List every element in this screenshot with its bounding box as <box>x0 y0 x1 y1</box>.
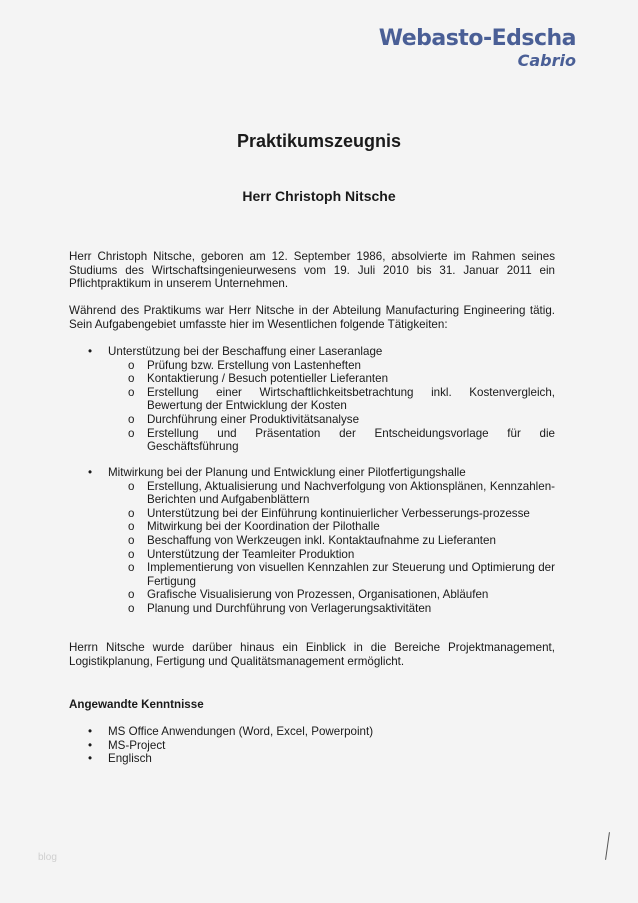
sub-bullet-icon: o <box>128 426 135 440</box>
sub-bullet-icon: o <box>128 588 135 602</box>
subtask-item: o Beschaffung von Werkzeugen inkl. Kontaktaufnahme zu Lieferanten <box>128 533 496 547</box>
bullet-icon: • <box>88 345 93 358</box>
subtask-item: o Unterstützung bei der Einführung kontinuierlicher Verbesserungs-prozesse <box>128 506 530 520</box>
sub-bullet-icon: o <box>128 547 135 561</box>
subtask-item: o Mitwirkung bei der Koordination der Pilothalle <box>128 520 380 534</box>
task-list-1 <box>69 345 555 454</box>
task-item: • Unterstützung bei der Beschaffung einer Laseranlage o Prüfung bzw. Erstellung von Lastenheften o Kontaktierung / Besuch potentieller Lieferanten o Erstellung einer Wirtschaftlichkeitsbetrachtung inkl. Kostenvergleich, Bewertung der Entwicklung der Kosten o Durchführung einer Produktivitätsanalyse o Erstellung und Präsentation der Entscheidungsvorlage für die Geschäftsführung <box>88 345 555 454</box>
subtask-item: o Erstellung und Präsentation der Entscheidungsvorlage für die Geschäftsführung <box>128 426 555 454</box>
skill-item: • Englisch <box>88 752 152 766</box>
skill-item: • MS Office Anwendungen (Word, Excel, Powerpoint) <box>88 725 374 738</box>
bullet-icon: • <box>88 725 93 738</box>
sub-bullet-icon: o <box>128 561 135 575</box>
sub-bullet-icon: o <box>128 358 135 372</box>
subtask-item: o Grafische Visualisierung von Prozessen, Organisationen, Abläufen <box>128 588 489 602</box>
bullet-icon: • <box>88 466 93 479</box>
bullet-icon: • <box>88 738 93 752</box>
document-title: Praktikumszeugnis <box>236 131 402 151</box>
subtask-item: o Durchführung einer Produktivitätsanalyse <box>128 412 360 426</box>
task-list-2 <box>69 466 555 616</box>
skills-list <box>69 725 555 766</box>
sub-bullet-icon: o <box>128 506 135 520</box>
sub-bullet-icon: o <box>128 520 135 534</box>
skills-heading: Angewandte Kenntnisse <box>69 698 204 711</box>
skill-item: • MS-Project <box>88 738 166 752</box>
tasks-paragraph: Während des Praktikums war Herr Nitsche in der Abteilung Manufacturing Engineering tätig. Sein Aufgabengebiet umfasste hier im Wesentlichen folgende Tätigkeiten: <box>69 304 555 331</box>
logo-main: Webasto-Edscha <box>378 26 576 51</box>
insight-paragraph: Herrn Nitsche wurde darüber hinaus ein Einblick in die Bereiche Projektmanagement, Logistikplanung, Fertigung und Qualitätsmanagement ermöglicht. <box>69 641 555 668</box>
sub-bullet-icon: o <box>128 385 135 399</box>
subtask-item: o Erstellung, Aktualisierung und Nachverfolgung von Aktionsplänen, Kennzahlen-Berichten und Aufgabenblättern <box>128 479 555 507</box>
subtask-item: o Implementierung von visuellen Kennzahlen zur Steuerung und Optimierung der Fertigung <box>128 561 555 588</box>
task-item: • Mitwirkung bei der Planung und Entwicklung einer Pilotfertigungshalle o Erstellung, Aktualisierung und Nachverfolgung von Aktionsplänen, Kennzahlen-Berichten und Aufgabenblättern o Unterstützung bei der Einführung kontinuierlicher Verbesserungs-prozesse o Mitwirkung bei der Koordination der Pilothalle o Beschaffung von Werkzeugen inkl. Kontaktaufnahme zu Lieferanten o Unterstützung der Teamleiter Produktion o Implementierung von visuellen Kennzahlen zur Steuerung und Optimierung der Fertigung o Grafische Visualisierung von Prozessen, Organisationen, Abläufen o Planung und Durchführung von Verlagerungsaktivitäten <box>88 466 555 615</box>
sub-bullet-icon: o <box>128 601 135 615</box>
pen-mark <box>605 832 610 860</box>
watermark: blog <box>38 852 57 863</box>
subtask-item: o Kontaktierung / Besuch potentieller Lieferanten <box>128 372 389 386</box>
sub-bullet-icon: o <box>128 372 135 386</box>
subtask-item: o Unterstützung der Teamleiter Produktion <box>128 547 355 561</box>
intro-paragraph: Herr Christoph Nitsche, geboren am 12. September 1986, absolvierte im Rahmen seines Studiums des Wirtschaftsingenieurwesens vom 19. Juli 2010 bis 31. Januar 2011 ein Pflichtpraktikum in unserem Unternehmen. <box>69 250 555 291</box>
subtask-item: o Planung und Durchführung von Verlagerungsaktivitäten <box>128 601 432 615</box>
sub-bullet-icon: o <box>128 412 135 426</box>
intern-name: Herr Christoph Nitsche <box>242 188 396 204</box>
sub-bullet-icon: o <box>128 479 135 493</box>
logo-sub: Cabrio <box>517 51 576 70</box>
sub-bullet-icon: o <box>128 533 135 547</box>
company-logo <box>376 26 576 70</box>
bullet-icon: • <box>88 752 93 766</box>
subtask-item: o Erstellung einer Wirtschaftlichkeitsbetrachtung inkl. Kostenvergleich, Bewertung der Entwicklung der Kosten <box>128 385 555 413</box>
subtask-item: o Prüfung bzw. Erstellung von Lastenheften <box>128 358 361 372</box>
